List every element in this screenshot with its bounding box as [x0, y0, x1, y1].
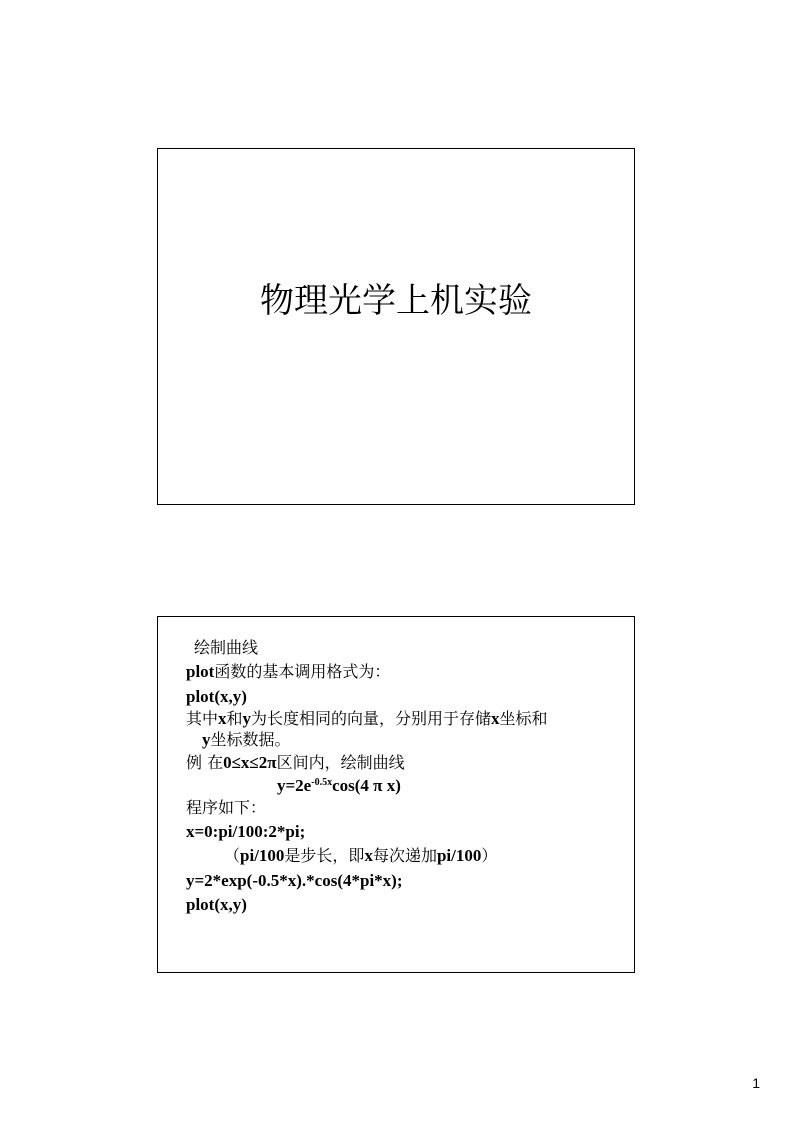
formula-line	[186, 776, 624, 796]
section-heading: 绘制曲线	[194, 638, 259, 657]
desc-var-y2: y	[202, 730, 211, 749]
program-label: 程序如下：	[186, 798, 267, 817]
formula-exponent: -0.5x	[311, 777, 333, 788]
example-text-2: 区间内，绘制曲线	[276, 753, 405, 772]
example-text-1: 例 在	[186, 753, 224, 772]
desc-var-x: x	[218, 709, 227, 728]
note-open: （	[224, 846, 241, 865]
slide-2	[157, 616, 635, 973]
intro-code: plot	[186, 662, 215, 681]
intro-line	[186, 660, 624, 685]
desc-text-2: 和	[226, 709, 243, 728]
desc-text-3: 为长度相同的向量，分别用于存储	[251, 709, 492, 728]
slide-title: 物理光学上机实验	[260, 281, 532, 321]
desc-var-x2: x	[491, 709, 500, 728]
intro-text: 函数的基本调用格式为：	[214, 662, 391, 681]
desc-text-4: 坐标和	[499, 709, 548, 728]
description-line-2	[186, 730, 624, 751]
note-var-x: x	[364, 846, 373, 865]
note-text-2: 每次递加	[372, 846, 437, 865]
description-line-1	[186, 709, 624, 730]
step-note	[186, 844, 624, 869]
code-line-1: x=0:pi/100:2*pi;	[186, 822, 306, 841]
formula-base: y=2e	[277, 776, 312, 795]
desc-text-5: 坐标数据。	[210, 730, 291, 749]
note-step-2: pi/100	[436, 846, 482, 865]
desc-var-y: y	[242, 709, 252, 728]
code-line-2: y=2*exp(-0.5*x).*cos(4*pi*x);	[186, 871, 403, 890]
syntax-line: plot(x,y)	[186, 687, 247, 706]
formula-rest: cos(4 π x)	[332, 776, 401, 795]
code-line-3: plot(x,y)	[186, 895, 247, 914]
slide-1	[157, 148, 635, 505]
page-number: 1	[752, 1075, 760, 1091]
note-close: ）	[481, 846, 498, 865]
note-text-1: 是步长，即	[284, 846, 365, 865]
note-step: pi/100	[240, 846, 285, 865]
slide-content	[186, 636, 624, 917]
example-range: 0≤x≤2π	[223, 753, 277, 772]
desc-text-1: 其中	[186, 709, 219, 728]
example-line	[186, 751, 624, 776]
